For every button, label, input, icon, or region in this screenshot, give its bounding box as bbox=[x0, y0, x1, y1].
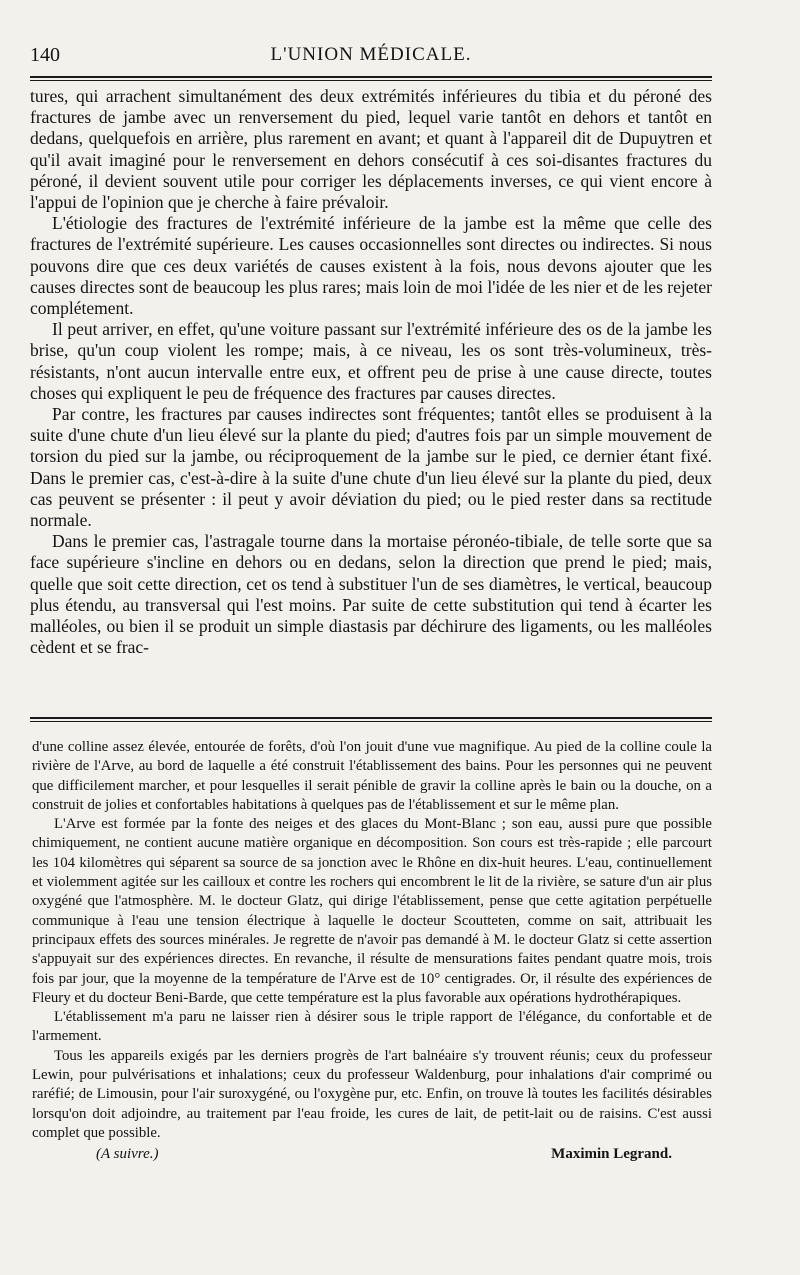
header-rule-thin bbox=[30, 80, 712, 81]
article-paragraph: L'étiologie des fractures de l'extrémité inférieure de la jambe est la même que celle des fractures de l'extrémité supérieure. Les causes occasionnelles sont directes ou indirectes. Si nous pouvons dire que ces deux variétés de causes existent à la fois, nous devons ajouter que les causes directes sont de beaucoup les plus rares; mais loin de moi l'idée de les nier et de les rejeter complétement. bbox=[30, 213, 712, 319]
signature-line bbox=[32, 1145, 712, 1167]
header-rule bbox=[30, 76, 712, 78]
feuilleton-paragraph: L'établissement m'a paru ne laisser rien à désirer sous le triple rapport de l'élégance, du confortable et de l'armement. bbox=[32, 1009, 712, 1045]
article-paragraph: tures, qui arrachent simultanément des deux extrémités inférieures du tibia et du péroné des fractures de jambe avec un renversement du pied, lequel varie tantôt en dehors et tantôt en dedans, quelquefois en arrière, plus rarement en avant; et quant à l'appareil dit de Dupuytren et qu'il avait imaginé pour le renversement en dehors consécutif à ces soi-disantes fractures du péroné, il devient souvent utile pour corriger les déplacements inverses, ce qui vient encore à l'appui de l'opinion que je cherche à faire prévaloir. bbox=[30, 86, 712, 213]
feuilleton-paragraph: L'Arve est formée par la fonte des neiges et des glaces du Mont-Blanc ; son eau, aussi pure que possible chimiquement, ne contient aucune matière organique en décomposition. Son cours est très-rapide ; elle parcourt les 104 kilomètres qui séparent sa source de sa jonction avec le Rhône en dix-huit heures. L'eau, continuellement et violemment agitée sur les cailloux et contre les rochers qui encombrent le lit de la rivière, se sature d'un air plus oxygéné que l'atmosphère. M. le docteur Glatz, qui dirige l'établissement, pense que cette agitation perpétuelle communique à l'eau une tension électrique à laquelle le docteur Scoutteten, comme on sait, attribuait les principaux effets des sources minérales. Je regrette de n'avoir pas demandé à M. le docteur Glatz si cette assertion s'appuyait sur des expériences directes. En revanche, il résulte de mensurations faites pendant quatre mois, trois fois par jour, que la moyenne de la température de l'Arve est de 10° centigrades. Or, il résulte des expériences de Fleury et du docteur Beni-Barde, que cette température est la plus favorable aux opérations hydrothérapiques. bbox=[32, 816, 712, 1006]
main-article bbox=[30, 86, 712, 658]
article-paragraph: Par contre, les fractures par causes indirectes sont fréquentes; tantôt elles se produisent à la suite d'une chute d'un lieu élevé sur la plante du pied; d'autres fois par un simple mouvement de torsion du pied sur la jambe, ou réciproquement de la jambe sur le pied, ce dernier étant fixé. Dans le premier cas, c'est-à-dire à la suite d'une chute d'un lieu élevé sur la plante du pied, deux cas peuvent se présenter : il peut y avoir déviation du pied; ou le pied rester dans sa rectitude normale. bbox=[30, 404, 712, 531]
journal-title: L'UNION MÉDICALE. bbox=[270, 44, 472, 65]
article-paragraph: Il peut arriver, en effet, qu'une voiture passant sur l'extrémité inférieure des os de la jambe les brise, qu'un coup violent les rompe; mais, à ce niveau, les os sont très-volumineux, très-résistants, n'ont aucun intervalle entre eux, et offrent peu de prise à une cause directe, toutes choses qui expliquent le peu de fréquence des fractures par causes directes. bbox=[30, 319, 712, 403]
to-be-continued: (A suivre.) bbox=[96, 1146, 159, 1163]
feuilleton-divider bbox=[30, 717, 712, 719]
feuilleton-section bbox=[32, 738, 712, 1167]
page-number: 140 bbox=[30, 44, 60, 66]
feuilleton-divider-thin bbox=[30, 721, 712, 722]
author-signature: Maximin Legrand. bbox=[551, 1146, 672, 1163]
feuilleton-paragraph: Tous les appareils exigés par les derniers progrès de l'art balnéaire s'y trouvent réunis; ceux du professeur Lewin, pour pulvérisations et inhalations; ceux du professeur Waldenburg, pour inhalations d'air comprimé ou raréfié; de Limousin, pour l'air suroxygéné, ou l'oxygène pur, etc. Enfin, on trouve là toutes les facilités désirables lorsqu'on doit adjoindre, au traitement par l'eau froide, les cures de lait, de petit-lait ou de raisins. C'est aussi complet que possible. bbox=[32, 1047, 712, 1141]
page-header bbox=[30, 44, 712, 76]
article-paragraph: Dans le premier cas, l'astragale tourne dans la mortaise péronéo-tibiale, de telle sorte que sa face supérieure s'incline en dehors ou en dedans, selon la direction que prend le pied; mais, quelle que soit cette direction, cet os tend à substituer l'un de ses diamètres, le vertical, beaucoup plus étendu, au transversal qui l'est moins. Par suite de cette substitution qui tend à écarter les malléoles, ou bien il se produit un simple diastasis par déchirure des ligaments, ou les malléoles cèdent et se frac- bbox=[30, 531, 712, 658]
feuilleton-paragraph: d'une colline assez élevée, entourée de forêts, d'où l'on jouit d'une vue magnifique. Au pied de la colline coule la rivière de l'Arve, au bord de laquelle a été construit l'établissement des bains. Pour les personnes qui ne peuvent que difficilement marcher, et pour lesquelles il serait pénible de gravir la colline après le bain ou la douche, on a construit de jolies et confortables habitations à quelques pas de l'établissement et sur le même plan. bbox=[32, 739, 712, 813]
